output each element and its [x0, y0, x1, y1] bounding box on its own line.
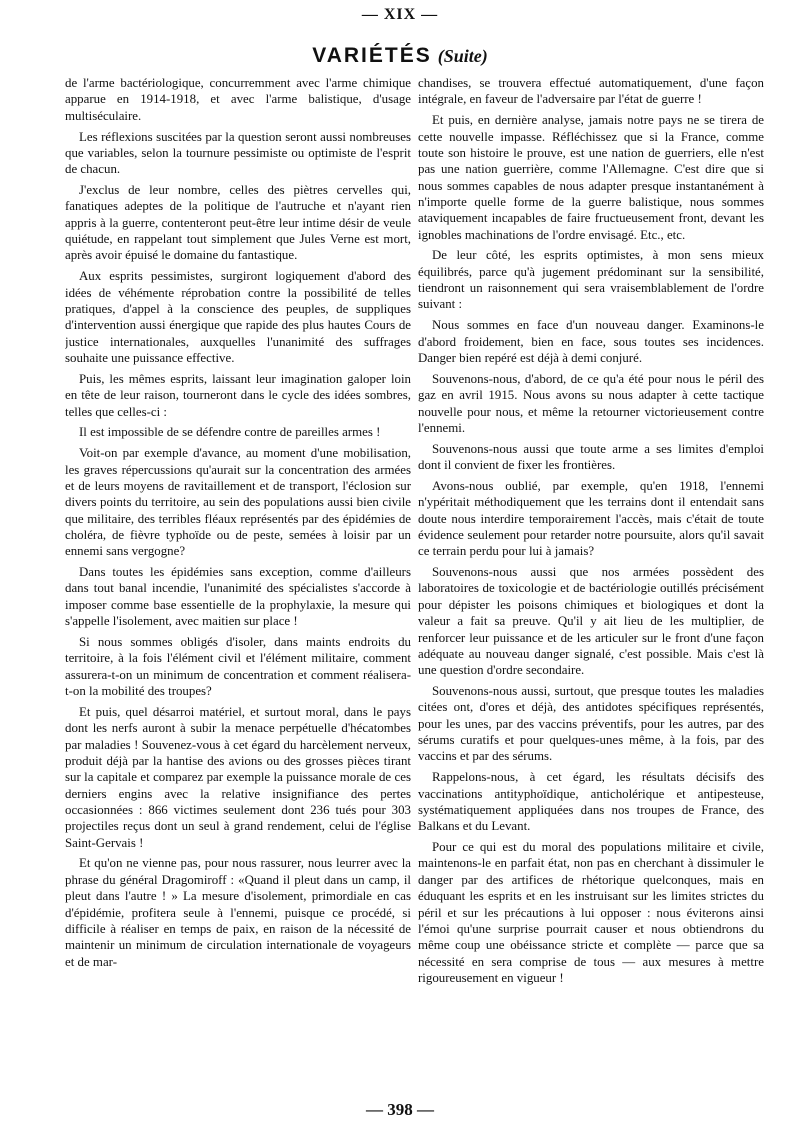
- left-column: [65, 75, 411, 1085]
- page-number: — 398 —: [366, 1100, 434, 1119]
- paragraph: chandises, se trouvera effectué automatiquement, d'une façon intégrale, en faveur de l'adversaire par l'état de guerre !: [418, 76, 764, 107]
- section-title-main: VARIÉTÉS: [312, 44, 432, 67]
- section-title-suite: (Suite): [437, 46, 488, 66]
- paragraph: Nous sommes en face d'un nouveau danger. Examinons-le d'abord froidement, bien en face, sous toutes ses incidences. Danger bien repéré est déjà à demi conjuré.: [418, 318, 764, 365]
- paragraph: Souvenons-nous aussi que toute arme a ses limites d'emploi dont il convient de fixer les frontières.: [418, 441, 764, 473]
- paragraph: Dans toutes les épidémies sans exception, comme d'ailleurs dans tout banal incendie, l'unanimité des spécialistes s'accorde à imposer comme base essentielle de la prophylaxie, la mesure qui s'appelle l'isolement, avec maitien sur place !: [65, 565, 411, 629]
- paragraph: Si nous sommes obligés d'isoler, dans maints endroits du territoire, à la fois l'élément civil et l'élément militaire, comment assurera-t-on un minimum de concentration et comment réalisera-t-on la mobilité des troupes?: [65, 635, 411, 699]
- paragraph: Les réflexions suscitées par la question seront aussi nombreuses que variables, selon la tournure pessimiste ou optimiste de l'esprit de chacun.: [65, 129, 411, 177]
- paragraph: Puis, les mêmes esprits, laissant leur imagination galoper loin en tête de leur raison, tourneront dans le cycle des idées sombres, telles que celles-ci :: [65, 371, 411, 419]
- paragraph: Rappelons-nous, à cet égard, les résultats décisifs des vaccinations antityphoïdique, anticholérique et antipesteuse, systématiquement appliquées dans nos troupes de France, des Balkans et du Levant.: [418, 770, 764, 834]
- paragraph: Voit-on par exemple d'avance, au moment d'une mobilisation, les graves répercussions qu'aurait sur la concentration des armées et de leurs moyens de ravitaillement et de transport, l'éclosion sur divers points du territoire, au sein des populations aussi bien civile que militaire, des terribles fléaux représentés par des épidémies de choléra, de fièvre typhoïde ou de peste, semées à loisir par un ennemi sans vergogne?: [65, 446, 411, 559]
- paragraph: Il est impossible de se défendre contre de pareilles armes !: [79, 425, 381, 440]
- paragraph: Souvenons-nous aussi, surtout, que presque toutes les maladies citées ont, d'ores et déjà, des antidotes spécifiques représentés, pour les unes, par des vaccins préventifs, pour les autres, par des sérums curatifs et pour quelques-unes même, à la fois, par des vaccins et par des sérums.: [418, 684, 764, 764]
- roman-folio: — XIX —: [361, 6, 439, 23]
- section-title: [0, 44, 800, 68]
- paragraph: Et qu'on ne vienne pas, pour nous rassurer, nous leurrer avec la phrase du général Dragomiroff : «Quand il pleut dans un camp, il pleut dans l'autre ! » La mesure d'isolement, primordiale en cas d'épidémie, profitera seule à l'ennemi, puisque ce procédé, si difficile à réaliser en temps de paix, en raison de la nécessité de maintenir un minimum de circulation internationale de voyageurs et de mar-: [65, 856, 411, 969]
- paragraph: Et puis, en dernière analyse, jamais notre pays ne se tirera de cette nouvelle impasse. Réfléchissez que si la France, comme toute son histoire le prouve, est une nation de guerriers, elle n'est pas une nation guerrière, comme l'Allemagne. C'est dire que si nous sommes capables de nous adapter presque instantanément à n'importe quelle forme de la guerre balistique, nous sommes ataviquement incapables de faire fructueusement front, devant les ignobles machinations de l'ordre envisagé. Etc., etc.: [418, 113, 764, 242]
- paragraph: Pour ce qui est du moral des populations militaire et civile, maintenons-le en parfait état, non pas en cherchant à dissimuler le danger par des artifices de rhétorique quelconques, mais en éduquant les esprits et en les instruisant sur les limites strictes du péril et sur les précautions à lui opposer : nous éviterons ainsi l'émoi qu'une surprise pourrait causer et nous obtiendrons du même coup une obéissance stricte et complète — parce que sa nécessité en sera comprise de tous — aux mesures à mettre rigoureusement en vigueur !: [418, 840, 764, 985]
- paragraph: Souvenons-nous aussi que nos armées possèdent des laboratoires de toxicologie et de bactériologie outillés précisément pour dépister les poisons chimiques et biologiques et dont la valeur a fait sa preuve. Qu'il y ait lieu de les multiplier, de renforcer leur puissance et de les articuler sur le front d'une façon adéquate au nouveau danger signalé, c'est possible. Mais c'est là une question d'ordre secondaire.: [418, 565, 764, 678]
- right-column: [418, 75, 764, 1085]
- paragraph: Et puis, quel désarroi matériel, et surtout moral, dans le pays dont les nerfs auront à subir la menace perpétuelle d'hécatombes par maladies ! Souvenez-vous à cet égard du harcèlement nerveux, produit déjà par la hantise des avions ou des grosses pièces tirant sur la capitale et comparez par exemple la puissance morale de ces derniers engins avec la relative insignifiance des pertes occasionnées : 866 victimes seulement dont 236 tués pour 303 projectiles reçus dont un seul à grand rendement, celui de l'église Saint-Gervais !: [65, 704, 411, 850]
- paragraph: Aux esprits pessimistes, surgiront logiquement d'abord des idées de véhémente réprobation contre la possibilité de telles pratiques, d'appel à la conscience des peuples, de suppliques d'intervention aussi énergique que rapide des plus hautes Cours de justice internationales, auxquelles l'unanimité des suffrages souhaite une puissance effective.: [65, 269, 411, 365]
- paragraph: Souvenons-nous, d'abord, de ce qu'a été pour nous le péril des gaz en avril 1915. Nous avons su nous adapter à cette tactique nouvelle pour nous, et même la retourner victorieusement contre l'ennemi.: [418, 371, 764, 435]
- paragraph: De leur côté, les esprits optimistes, à mon sens mieux équilibrés, parce qu'à jugement prédominant sur la sensibilité, tiendront un raisonnement qui sera vraisemblablement de l'ordre suivant :: [418, 248, 764, 312]
- paragraph: de l'arme bactériologique, concurremment avec l'arme chimique apparue en 1914-1918, et avec l'arme balistique, d'usage multiséculaire.: [65, 76, 411, 123]
- paragraph: Avons-nous oublié, par exemple, qu'en 1918, l'ennemi n'ypéritait méthodiquement que les terrains dont il entendait sans doute nous interdire temporairement l'accès, mais c'était de toute évidence seulement pour retarder notre poursuite, alors qu'il savait ce terrain perdu pour lui à jamais?: [418, 478, 764, 559]
- paragraph: J'exclus de leur nombre, celles des piètres cervelles qui, fanatiques adeptes de la politique de l'autruche et n'ayant rien appris à la guerre, contenteront peut-être leur intime désir de veule quiétude, en rappelant tout simplement que Jules Verne est mort, après avoir épuisé le domaine du fantastique.: [65, 183, 411, 263]
